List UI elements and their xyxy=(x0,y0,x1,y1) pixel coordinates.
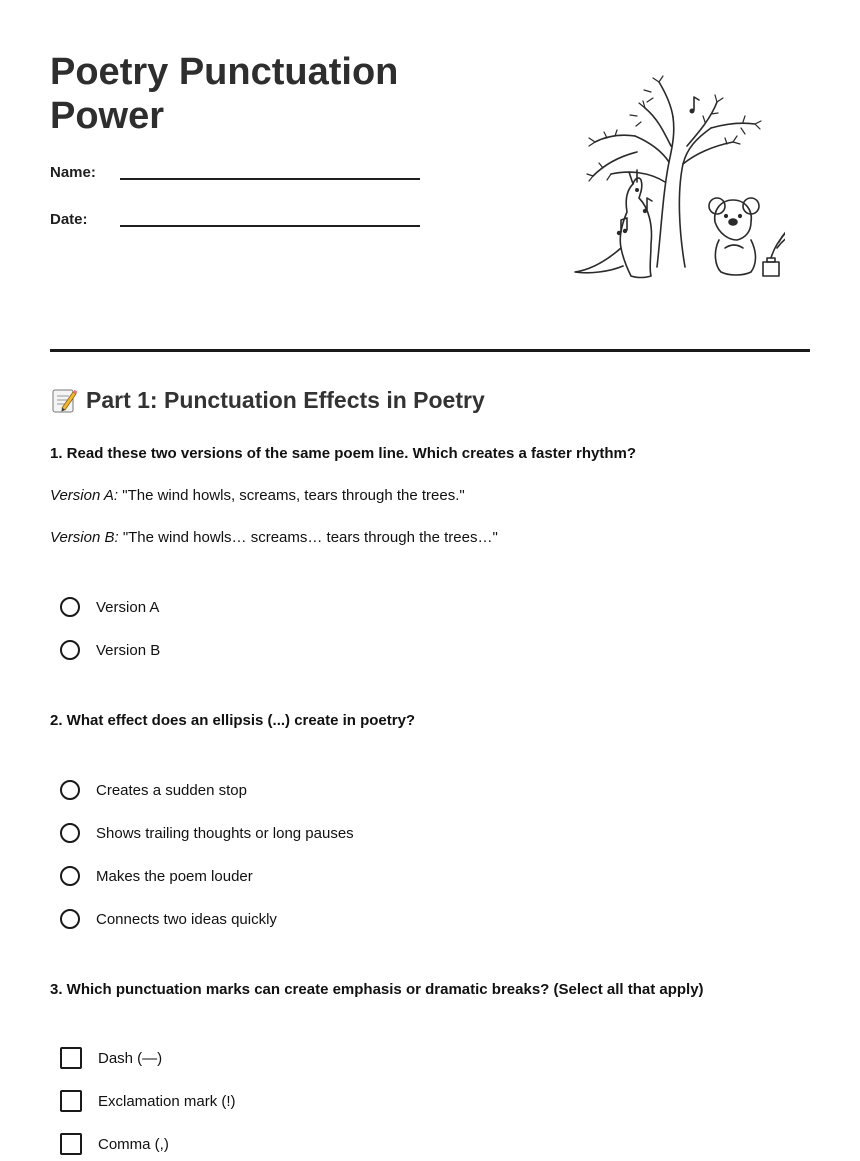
date-input-line[interactable] xyxy=(120,225,420,227)
radio-button[interactable] xyxy=(60,866,80,886)
section-title: Part 1: Punctuation Effects in Poetry xyxy=(86,386,485,413)
q1-option-version-a[interactable] xyxy=(60,595,159,619)
option-label: Creates a sudden stop xyxy=(96,781,247,799)
q2-option-4[interactable] xyxy=(60,907,277,931)
worksheet-header xyxy=(50,50,810,350)
radio-button[interactable] xyxy=(60,909,80,929)
question-3: 3. Which punctuation marks can create emphasis or dramatic breaks? (Select all that apply) xyxy=(50,981,704,998)
version-a-text: "The wind howls, screams, tears through the trees." xyxy=(118,487,465,504)
checkbox[interactable] xyxy=(60,1133,82,1155)
name-input-line[interactable] xyxy=(120,178,420,180)
q3-option-comma[interactable] xyxy=(60,1132,169,1156)
option-label: Comma (,) xyxy=(98,1135,169,1153)
version-b-label: Version B: xyxy=(50,529,119,546)
option-label: Makes the poem louder xyxy=(96,867,253,885)
radio-button[interactable] xyxy=(60,780,80,800)
q2-option-2[interactable] xyxy=(60,821,354,845)
option-label: Dash (—) xyxy=(98,1049,163,1067)
header-divider xyxy=(50,349,810,352)
q3-option-exclamation[interactable] xyxy=(60,1089,236,1113)
option-label: Exclamation mark (!) xyxy=(98,1092,236,1110)
q2-option-3[interactable] xyxy=(60,864,253,888)
checkbox[interactable] xyxy=(60,1090,82,1112)
version-b-line xyxy=(50,529,498,546)
date-label: Date: xyxy=(50,211,88,228)
page-title: Poetry Punctuation Power xyxy=(50,51,399,137)
radio-button[interactable] xyxy=(60,640,80,660)
radio-button[interactable] xyxy=(60,597,80,617)
question-1: 1. Read these two versions of the same poem line. Which creates a faster rhythm? xyxy=(50,445,637,462)
option-label: Connects two ideas quickly xyxy=(96,910,277,928)
memo-icon xyxy=(50,386,78,414)
version-a-line xyxy=(50,487,465,504)
option-label: Version B xyxy=(96,641,161,659)
section-heading xyxy=(50,386,485,414)
checkbox[interactable] xyxy=(60,1047,82,1069)
q1-option-version-b[interactable] xyxy=(60,638,160,662)
date-field[interactable] xyxy=(50,211,420,235)
question-2: 2. What effect does an ellipsis (...) create in poetry? xyxy=(50,712,416,729)
q2-option-1[interactable] xyxy=(60,778,247,802)
radio-button[interactable] xyxy=(60,823,80,843)
tree-kangaroo-koala-illustration xyxy=(565,72,785,282)
q3-option-dash[interactable] xyxy=(60,1046,162,1070)
version-b-text: "The wind howls… screams… tears through the trees…" xyxy=(118,529,498,546)
version-a-label: Version A: xyxy=(50,487,119,504)
name-label: Name: xyxy=(50,164,96,181)
option-label: Version A xyxy=(96,598,160,616)
option-label: Shows trailing thoughts or long pauses xyxy=(96,824,354,842)
name-field[interactable] xyxy=(50,164,420,188)
